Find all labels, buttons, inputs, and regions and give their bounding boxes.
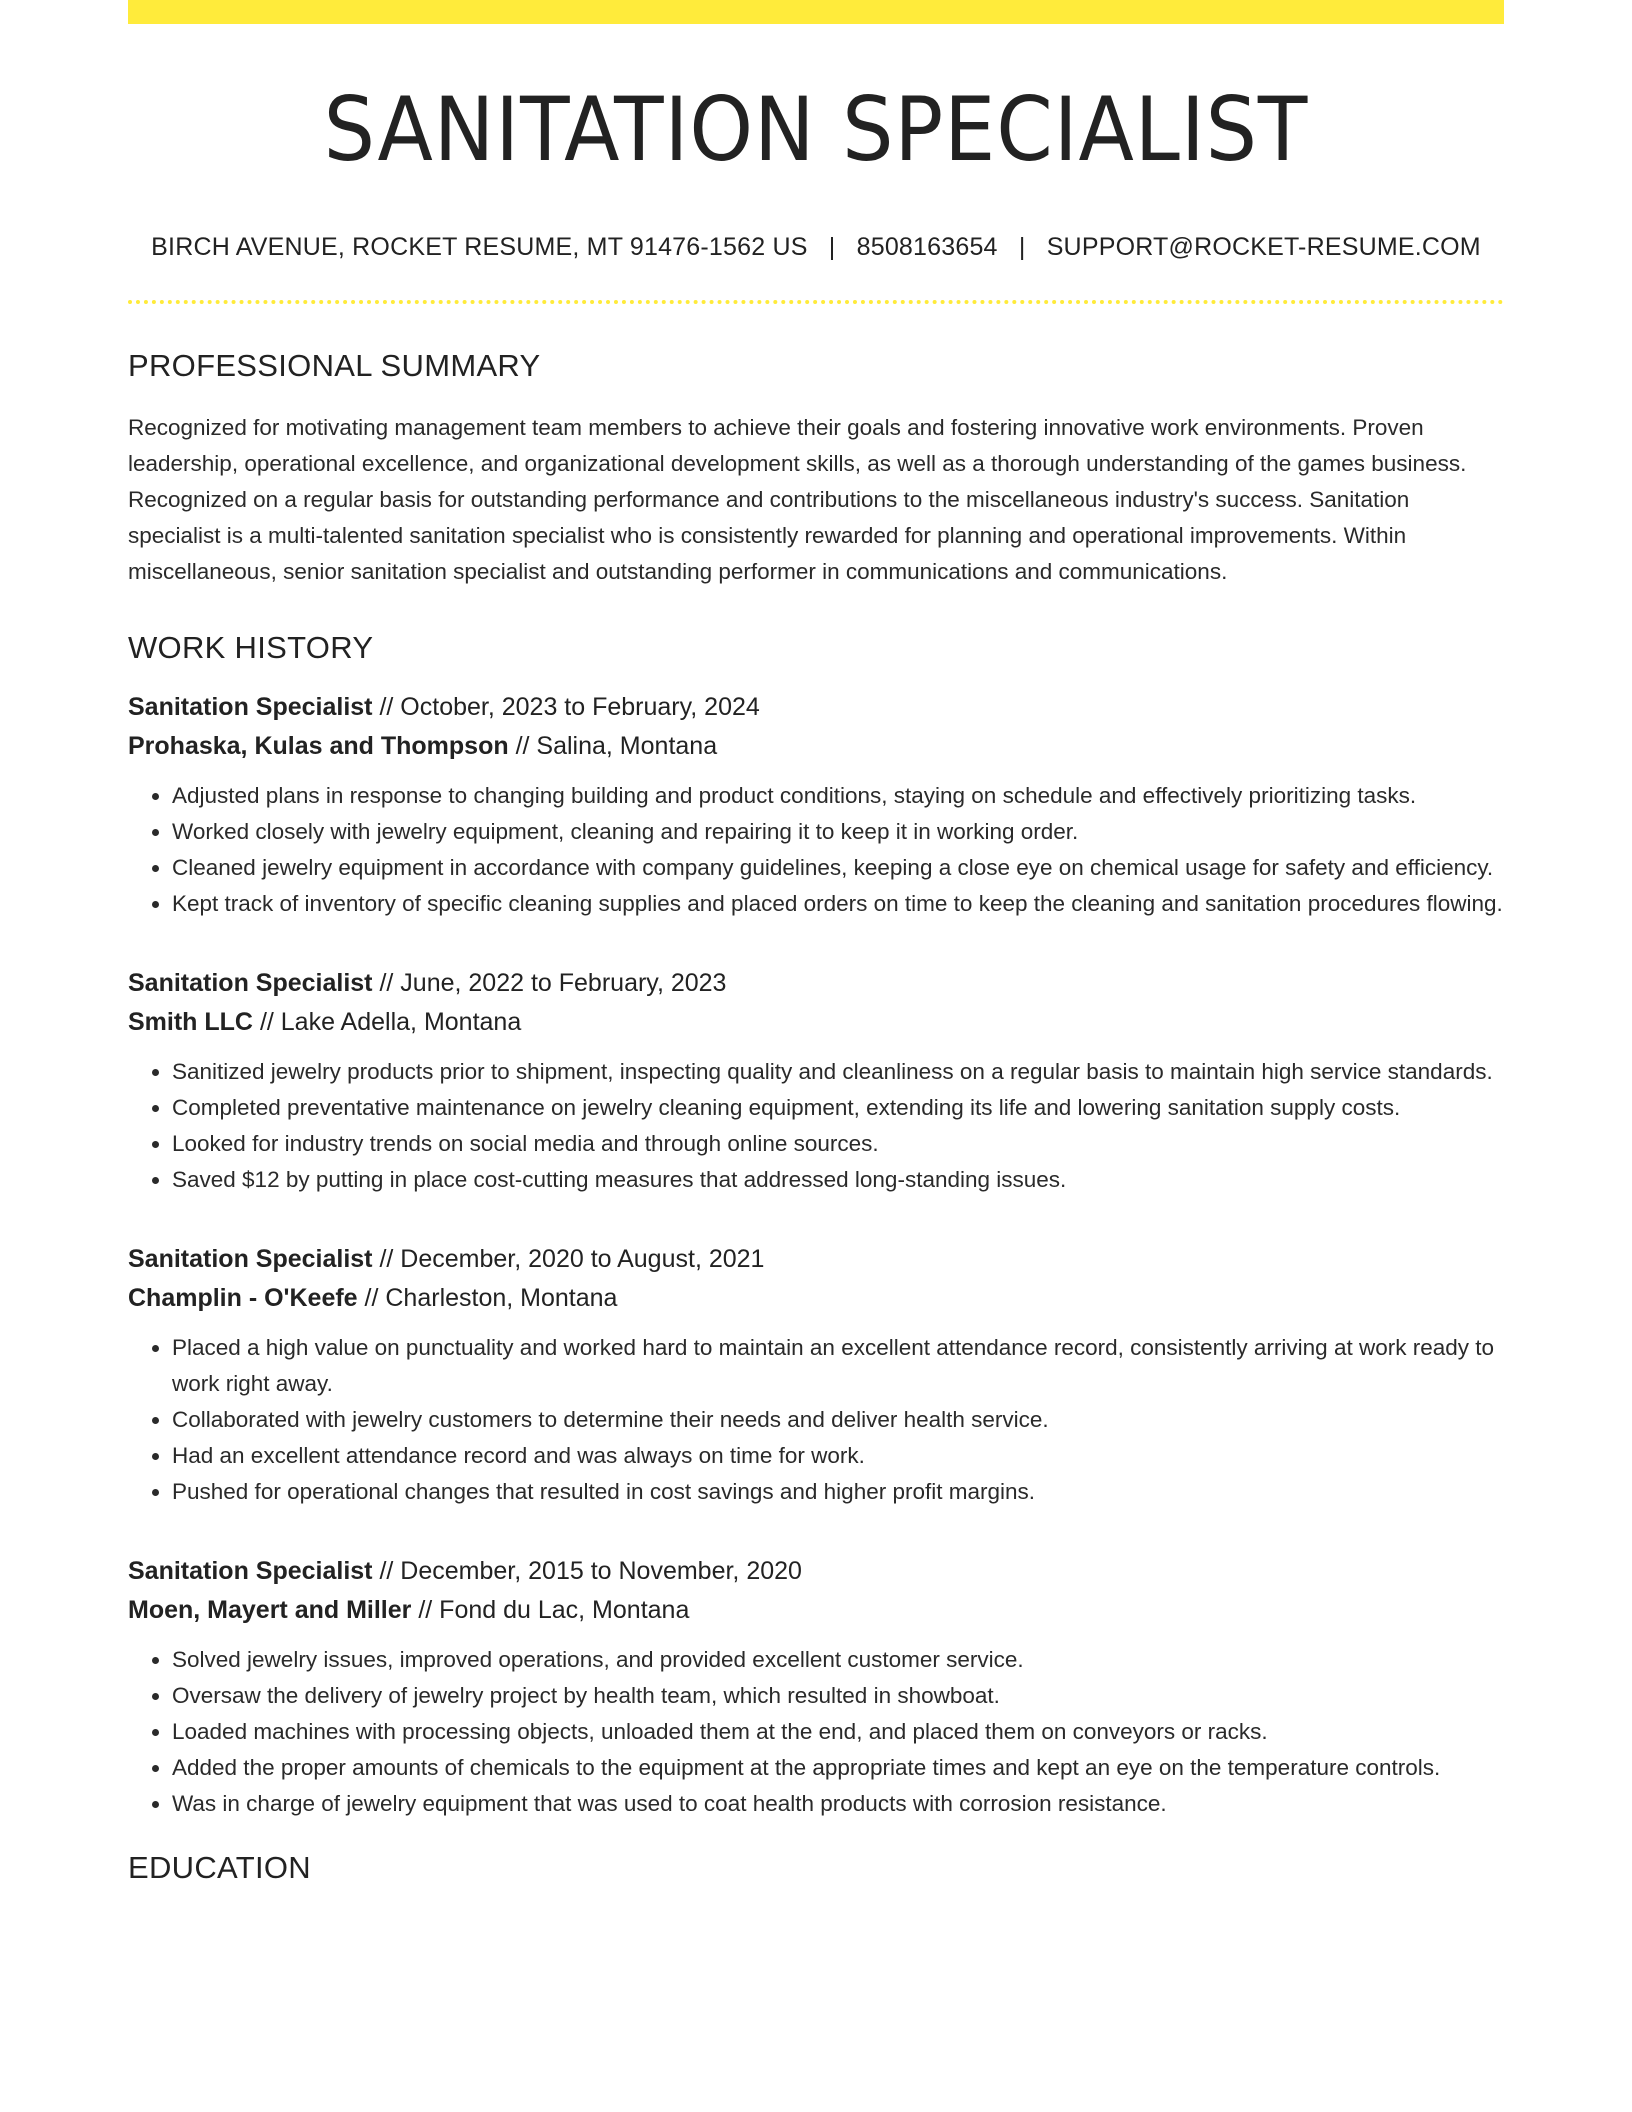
job-company-line	[128, 1279, 1504, 1318]
job-dates: // June, 2022 to February, 2023	[372, 968, 727, 997]
job-bullets	[128, 1330, 1504, 1510]
job-company: Moen, Mayert and Miller	[128, 1595, 412, 1624]
job-bullet: • Placed a high value on punctuality and worked hard to maintain an excellent attendance record, consistently arriving at work ready to work right away.	[172, 1330, 1504, 1402]
job-bullet: • Looked for industry trends on social media and through online sources.	[172, 1126, 1504, 1162]
job-bullet: • Added the proper amounts of chemicals to the equipment at the appropriate times and kept an eye on the temperature controls.	[172, 1750, 1504, 1786]
job-bullet: • Adjusted plans in response to changing building and product conditions, staying on schedule and effectively prioritizing tasks.	[172, 778, 1504, 814]
job-bullet: • Sanitized jewelry products prior to shipment, inspecting quality and cleanliness on a regular basis to maintain high service standards.	[172, 1054, 1504, 1090]
contact-separator: |	[1018, 232, 1026, 261]
job-dates: // December, 2015 to November, 2020	[372, 1556, 802, 1585]
job-company: Champlin - O'Keefe	[128, 1283, 358, 1312]
job-bullet: • Worked closely with jewelry equipment, cleaning and repairing it to keep it in working order.	[172, 814, 1504, 850]
job-role: Sanitation Specialist	[128, 1556, 373, 1585]
contact-email: SUPPORT@ROCKET-RESUME.COM	[1046, 232, 1481, 261]
job-bullet: • Was in charge of jewelry equipment that was used to coat health products with corrosion resistance.	[172, 1786, 1504, 1822]
job-company-line	[128, 1591, 1504, 1630]
contact-separator: |	[828, 232, 836, 261]
job-bullet: • Loaded machines with processing objects, unloaded them at the end, and placed them on conveyors or racks.	[172, 1714, 1504, 1750]
job-role: Sanitation Specialist	[128, 968, 373, 997]
job-entry	[128, 964, 1504, 1198]
job-bullet: • Solved jewelry issues, improved operations, and provided excellent customer service.	[172, 1642, 1504, 1678]
contact-line	[128, 233, 1504, 262]
work-history-list	[128, 688, 1504, 1822]
job-location: // Salina, Montana	[508, 731, 718, 760]
job-title-line	[128, 1240, 1504, 1279]
job-entry	[128, 1552, 1504, 1822]
job-location: // Lake Adella, Montana	[253, 1007, 522, 1036]
job-role: Sanitation Specialist	[128, 692, 373, 721]
job-role: Sanitation Specialist	[128, 1244, 373, 1273]
job-title-line	[128, 1552, 1504, 1591]
job-dates: // December, 2020 to August, 2021	[372, 1244, 765, 1273]
summary-heading: PROFESSIONAL SUMMARY	[128, 347, 541, 383]
job-location: // Charleston, Montana	[357, 1283, 618, 1312]
job-bullets	[128, 1054, 1504, 1198]
contact-address: BIRCH AVENUE, ROCKET RESUME, MT 91476-1562 US	[151, 232, 808, 261]
job-bullets	[128, 778, 1504, 922]
job-dates: // October, 2023 to February, 2024	[372, 692, 760, 721]
summary-text: Recognized for motivating management team members to achieve their goals and fostering innovative work environments. Proven leadership, operational excellence, and organizational development skills, as well as a thorough understanding of the games business. Recognized on a regular basis for outstanding performance and contributions to the miscellaneous industry's success. Sanitation specialist is a multi-talented sanitation specialist who is consistently rewarded for planning and operational improvements. Within miscellaneous, senior sanitation specialist and outstanding performer in communications and communications.	[128, 414, 1467, 584]
job-bullet: • Kept track of inventory of specific cleaning supplies and placed orders on time to keep the cleaning and sanitation procedures flowing.	[172, 886, 1504, 922]
job-entry	[128, 688, 1504, 922]
job-bullet: • Oversaw the delivery of jewelry project by health team, which resulted in showboat.	[172, 1678, 1504, 1714]
job-company-line	[128, 727, 1504, 766]
job-company: Smith LLC	[128, 1007, 253, 1036]
dotted-divider	[128, 300, 1504, 304]
accent-top-bar	[128, 0, 1504, 24]
resume-name: SANITATION SPECIALIST	[323, 78, 1309, 181]
contact-phone: 8508163654	[856, 232, 998, 261]
resume-page	[128, 0, 1504, 1886]
job-bullet: • Collaborated with jewelry customers to determine their needs and deliver health service.	[172, 1402, 1504, 1438]
job-bullets	[128, 1642, 1504, 1822]
job-entry	[128, 1240, 1504, 1510]
job-bullet: • Cleaned jewelry equipment in accordance with company guidelines, keeping a close eye on chemical usage for safety and efficiency.	[172, 850, 1504, 886]
job-bullet: • Pushed for operational changes that resulted in cost savings and higher profit margins.	[172, 1474, 1504, 1510]
job-bullet: • Saved $12 by putting in place cost-cutting measures that addressed long-standing issues.	[172, 1162, 1504, 1198]
job-location: // Fond du Lac, Montana	[411, 1595, 690, 1624]
job-title-line	[128, 964, 1504, 1003]
education-heading: EDUCATION	[128, 1849, 311, 1885]
job-company-line	[128, 1003, 1504, 1042]
job-title-line	[128, 688, 1504, 727]
job-bullet: • Had an excellent attendance record and was always on time for work.	[172, 1438, 1504, 1474]
work-history-heading: WORK HISTORY	[128, 629, 374, 665]
job-company: Prohaska, Kulas and Thompson	[128, 731, 509, 760]
job-bullet: • Completed preventative maintenance on jewelry cleaning equipment, extending its life and lowering sanitation supply costs.	[172, 1090, 1504, 1126]
